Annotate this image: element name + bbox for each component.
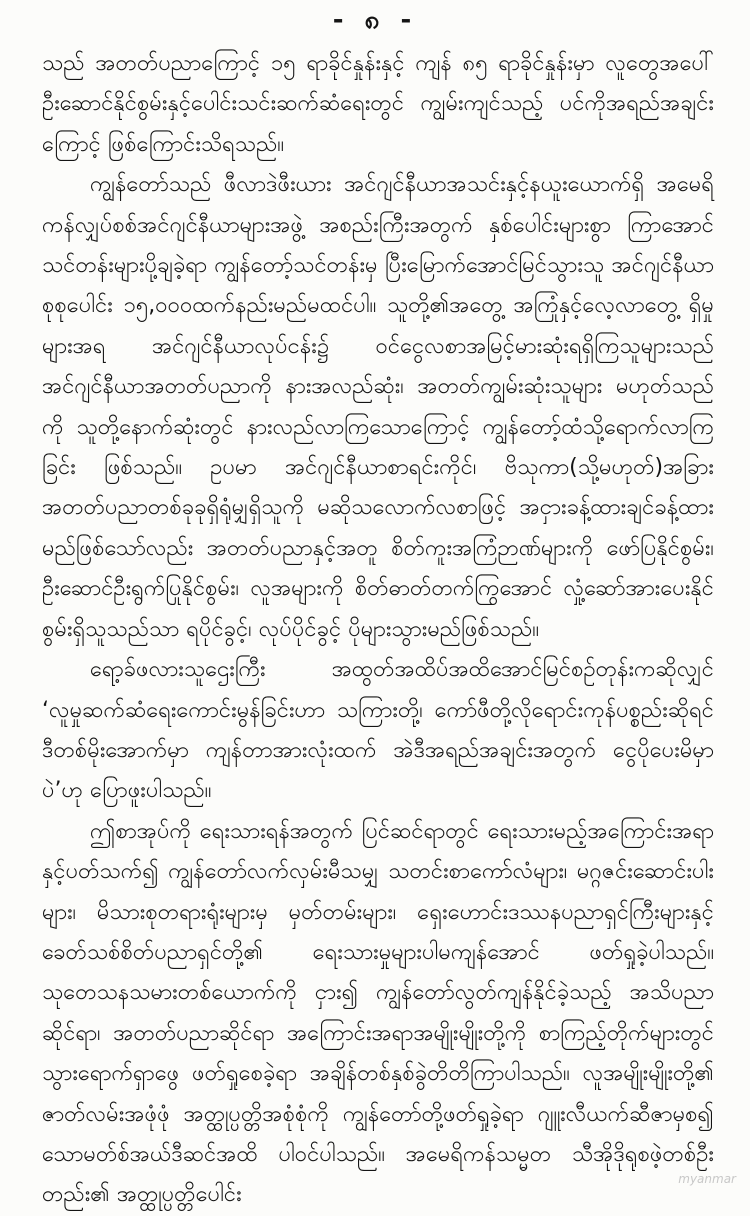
paragraph-3: ရော့ခ်ဖလားသူဌေးကြီး အထွတ်အထိပ်အထိအောင်မြင်စဉ်တုန်းကဆိုလျှင် ‘လူမှုဆက်ဆံရေးကောင်းမွန်ခြင်းဟာ သကြားတို့၊ ကော်ဖီတို့လိုရောင်းကုန်ပစ္စည်းဆိုရင် ဒီတစ်မိုးအောက်မှာ ကျန်တာအားလုံးထက် အဲဒီအရည်အချင်းအတွက် ငွေပိုပေးမိမှာပဲ’ဟု ပြောဖူးပါသည်။ [42,657,714,804]
paragraph-1: သည် အတတ်ပညာကြောင့် ၁၅ ရာခိုင်နှုန်းနှင့် ကျန် ၈၅ ရာခိုင်နှုန်းမှာ လူတွေအပေါ် ဦးဆောင်နိုင်စွမ်းနှင့်ပေါင်းသင်းဆက်ဆံရေးတွင် ကျွမ်းကျင်သည့် ပင်ကိုအရည်အချင်းကြောင့် ဖြစ်ကြောင်းသိရသည်။ [42,51,714,157]
paragraph-2: ကျွန်တော်သည် ဖီလာဒဲဖီးယား အင်ဂျင်နီယာအသင်းနှင့်နယူးယောက်ရှိ အမေရိကန်လျှပ်စစ်အင်ဂျင်နီယာများအဖွဲ့ အစည်းကြီးအတွက် နှစ်ပေါင်းများစွာ ကြာအောင် သင်တန်းများပို့ချခဲ့ရာ ကျွန်တော့်သင်တန်းမှ ပြီးမြောက်အောင်မြင်သွားသူ အင်ဂျင်နီယာ စုစုပေါင်း ၁၅,၀၀၀ထက်နည်းမည်မထင်ပါ။ သူတို့၏အတွေ့ အကြုံနှင့်လေ့လာတွေ့ ရှိမှုများအရ အင်ဂျင်နီယာလုပ်ငန်း၌ ဝင်ငွေလစာအမြင့်မားဆုံးရရှိကြသူများသည် အင်ဂျင်နီယာအတတ်ပညာကို နားအလည်ဆုံး၊ အတတ်ကျွမ်းဆုံးသူများ မဟုတ်သည်ကို သူတို့နောက်ဆုံးတွင် နားလည်လာကြသောကြောင့် ကျွန်တော့်ထံသို့ရောက်လာကြခြင်း ဖြစ်သည်။ ဥပမာ အင်ဂျင်နီယာစာရင်းကိုင်၊ ဗိသုကာ(သို့မဟုတ်)အခြားအတတ်ပညာတစ်ခုခုရှိရုံမျှရှိသူကို မဆိုသလောက်လစာဖြင့် အငှားခန့်ထားချင်ခန့်ထားမည်ဖြစ်သော်လည်း အတတ်ပညာနှင့်အတူ စိတ်ကူးအကြံဉာဏ်များကို ဖော်ပြနိုင်စွမ်း၊ ဦးဆောင်ဦးရွက်ပြုနိုင်စွမ်း၊ လူအများကို စိတ်ဓာတ်တက်ကြွအောင် လှုံ့ဆော်အားပေးနိုင်စွမ်းရှိသူသည်သာ ရပိုင်ခွင့်၊ လုပ်ပိုင်ခွင့် ပိုများသွားမည်ဖြစ်သည်။ [42,172,714,642]
paragraph-4: ဤစာအုပ်ကို ရေးသားရန်အတွက် ပြင်ဆင်ရာတွင် ရေးသားမည့်အကြောင်းအရာနှင့်ပတ်သက်၍ ကျွန်တော်လက်လှမ်းမီသမျှ သတင်းစာကော်လံများ၊ မဂ္ဂဇင်းဆောင်းပါးများ၊ မိသားစုတရားရုံးများမှ မှတ်တမ်းများ၊ ရှေးဟောင်းဒဿနပညာရှင်ကြီးများနှင့် ခေတ်သစ်စိတ်ပညာရှင်တို့၏ ရေးသားမှုများပါမကျန်အောင် ဖတ်ရှုခဲ့ပါသည်။ သုတေသနသမားတစ်ယောက်ကို ငှား၍ ကျွန်တော်လွတ်ကျန်နိုင်ခဲ့သည့် အသိပညာဆိုင်ရာ၊ အတတ်ပညာဆိုင်ရာ အကြောင်းအရာအမျိုးမျိုးတို့ကို စာကြည့်တိုက်များတွင် သွားရောက်ရှာဖွေ ဖတ်ရှုစေခဲ့ရာ အချိန်တစ်နှစ်ခွဲတိတိကြာပါသည်။ လူအမျိုးမျိုးတို့၏ ဇာတ်လမ်းအဖုံဖုံ အတ္ထုပ္ပတ္တိအစုံစုံကို ကျွန်တော်တို့ဖတ်ရှုခဲ့ရာ ဂျူးလီယက်ဆီဇာမှစ၍ သောမတ်စ်အယ်ဒီဆင်အထိ ပါဝင်ပါသည်။ အမေရိကန်သမ္မတ သီအိုဒိုရုစဖဲ့တစ်ဦးတည်း၏ အတ္ထုပ္ပတ္တိပေါင်း [42,818,714,1208]
watermark: myanmar [678,1172,736,1186]
body-text [42,44,714,1216]
page-number: - ၈ - [332,5,418,35]
